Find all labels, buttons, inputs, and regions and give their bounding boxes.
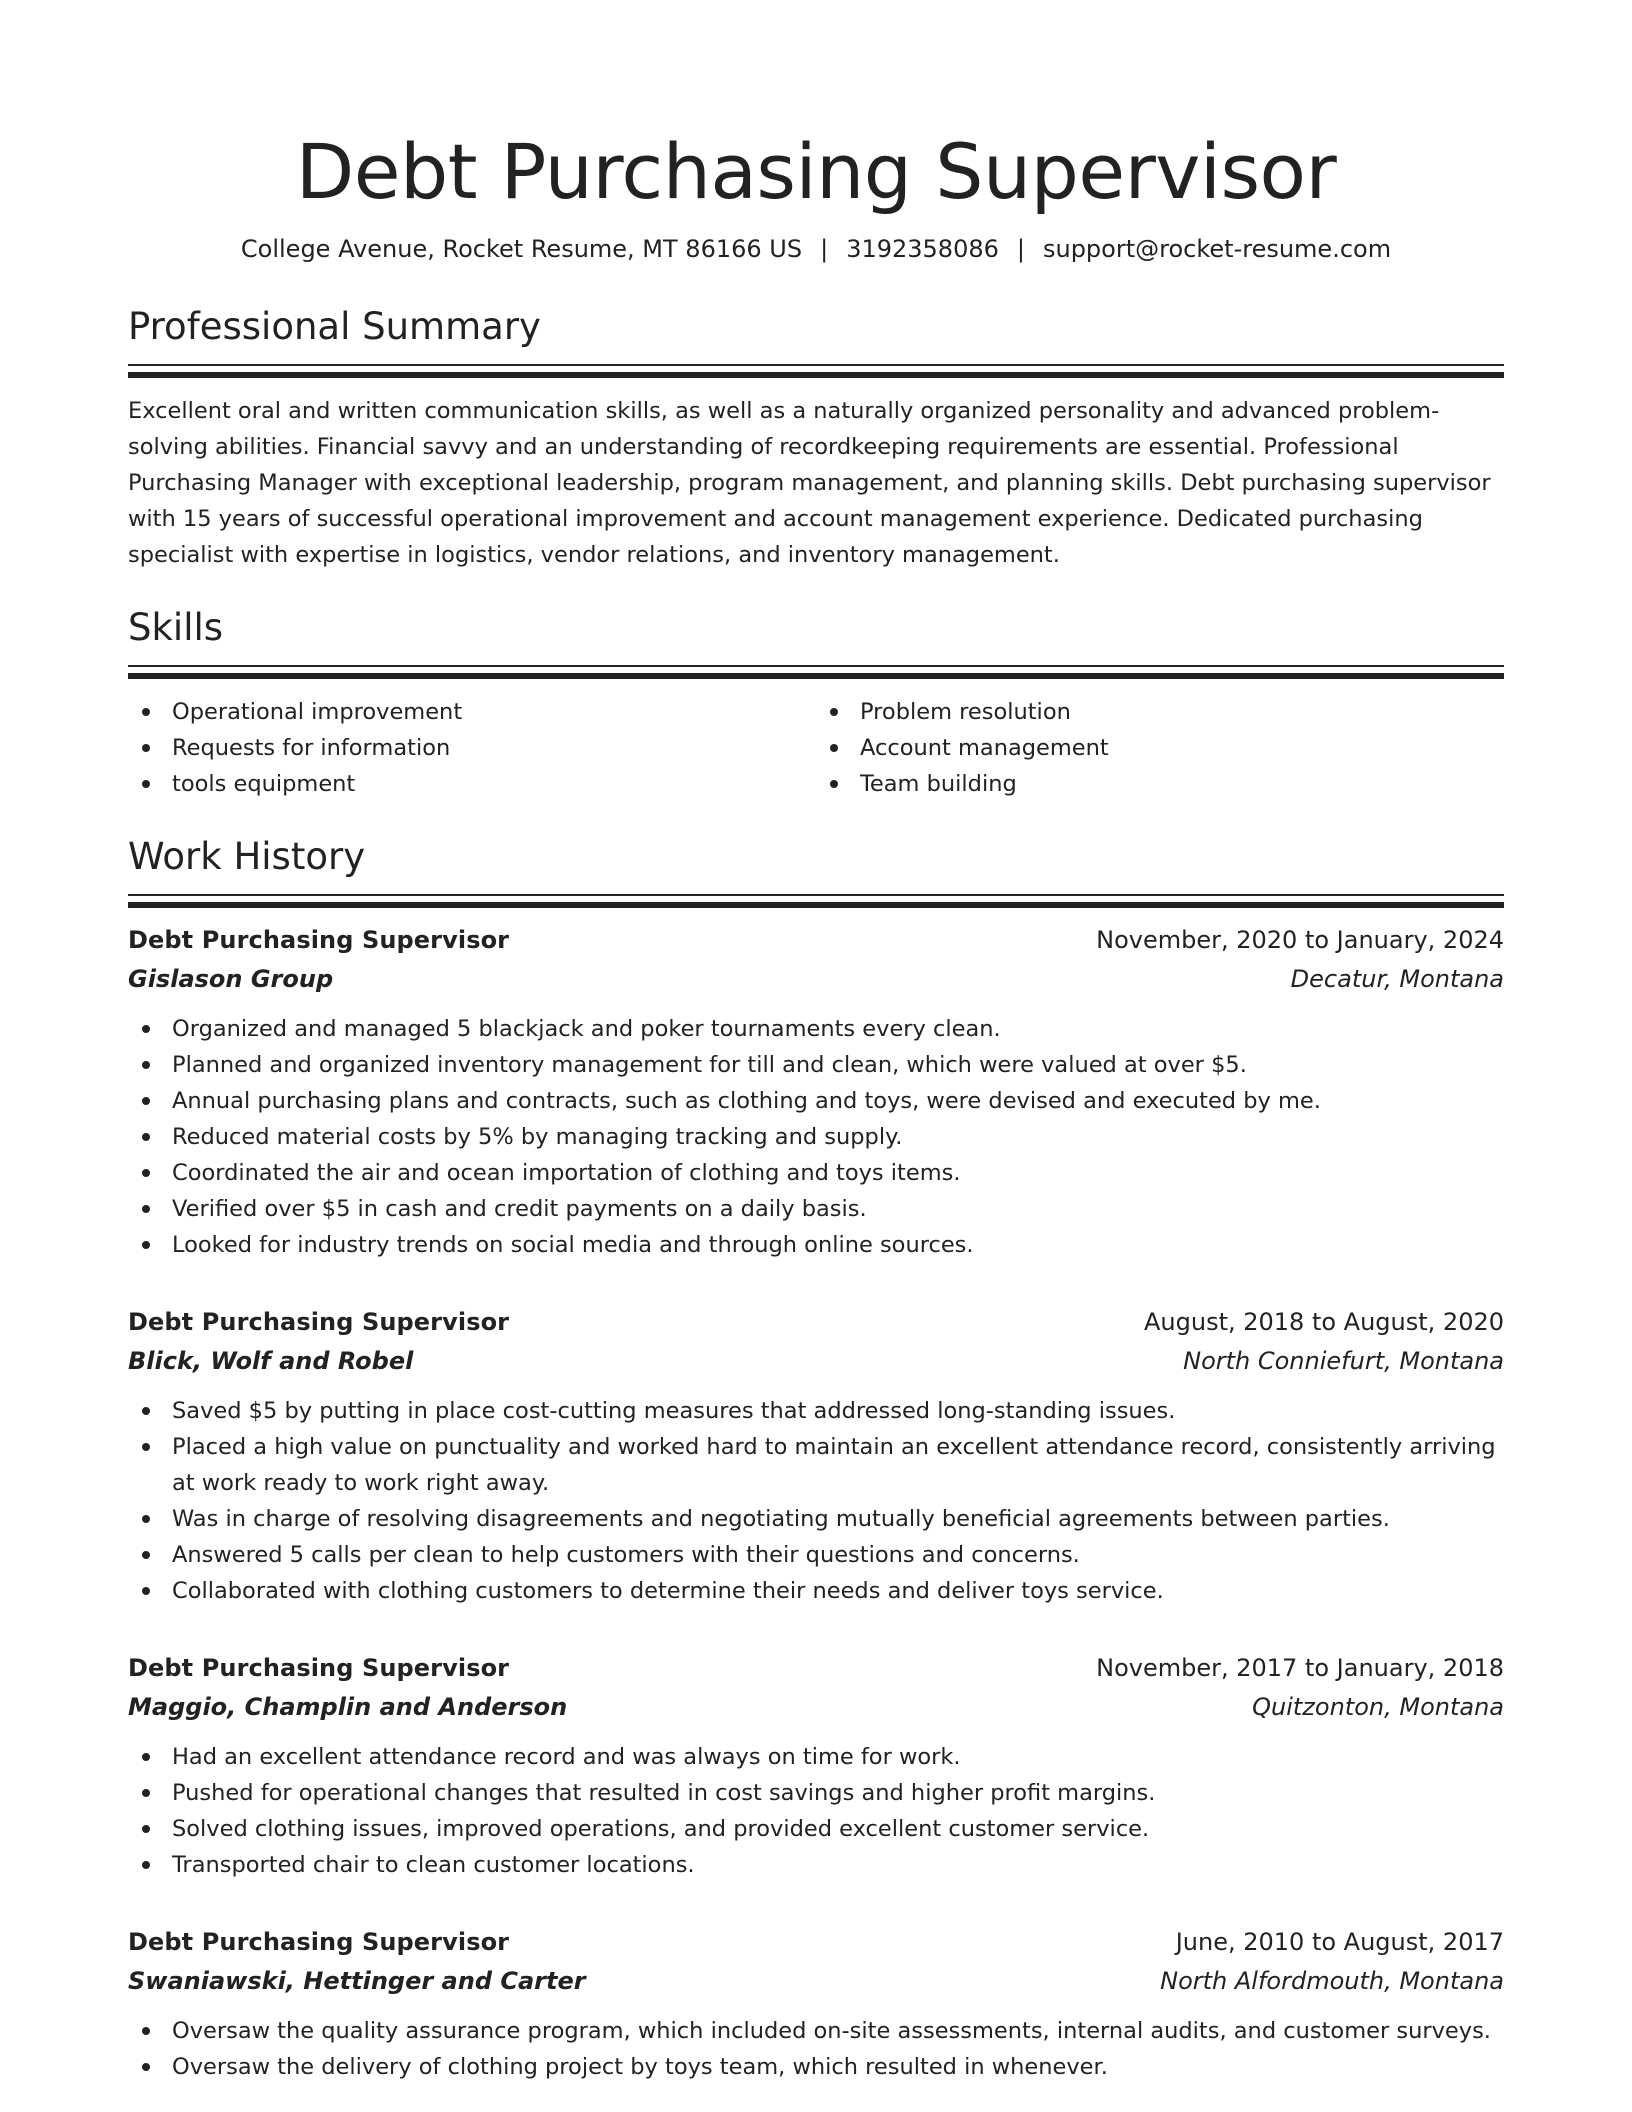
bullet-icon <box>142 1205 150 1213</box>
job-entry <box>128 1923 1504 2085</box>
job-company: Gislason Group <box>128 965 334 993</box>
contact-phone[interactable]: 3192358086 <box>846 235 999 263</box>
bullet-icon <box>142 2027 150 2035</box>
bullet-icon <box>142 1825 150 1833</box>
job-company-row <box>128 1687 1504 1727</box>
bullet-icon <box>142 2063 150 2071</box>
contact-separator: | <box>1016 235 1025 263</box>
job-bullet <box>128 1775 1504 1811</box>
job-bullet-list <box>128 1393 1504 1609</box>
job-entry <box>128 1303 1504 1609</box>
contact-email[interactable]: support@rocket-resume.com <box>1042 235 1392 263</box>
job-bullet <box>128 1083 1504 1119</box>
section-title-skills: Skills <box>128 606 224 649</box>
job-header-row <box>128 1649 1504 1687</box>
professional-summary-section <box>128 302 1504 573</box>
bullet-icon <box>142 1515 150 1523</box>
job-title: Debt Purchasing Supervisor <box>128 1308 510 1336</box>
skill-label: Problem resolution <box>860 699 1071 725</box>
job-location: North Alfordmouth, Montana <box>1160 1967 1504 1995</box>
job-bullet <box>128 1811 1504 1847</box>
job-bullet-text: Reduced material costs by 5% by managing tracking and supply. <box>172 1124 903 1150</box>
skills-section <box>128 603 1504 802</box>
job-location: Decatur, Montana <box>1290 965 1504 993</box>
job-bullet <box>128 2013 1504 2049</box>
candidate-name: Debt Purchasing Supervisor <box>295 127 1337 216</box>
job-company-row <box>128 1341 1504 1381</box>
job-bullet-text: Annual purchasing plans and contracts, such as clothing and toys, were devised and executed by me. <box>172 1088 1321 1114</box>
section-title-work: Work History <box>128 835 366 878</box>
skill-label: Requests for information <box>172 735 451 761</box>
bullet-icon <box>142 1097 150 1105</box>
job-bullet <box>128 1429 1504 1501</box>
section-divider <box>128 894 1504 899</box>
job-dates: November, 2017 to January, 2018 <box>1096 1654 1504 1682</box>
job-bullet-text: Coordinated the air and ocean importation of clothing and toys items. <box>172 1160 961 1186</box>
section-divider <box>128 665 1504 670</box>
job-title: Debt Purchasing Supervisor <box>128 926 510 954</box>
job-bullet <box>128 1573 1504 1609</box>
job-company: Blick, Wolf and Robel <box>128 1347 414 1375</box>
job-bullet <box>128 1537 1504 1573</box>
job-title: Debt Purchasing Supervisor <box>128 1654 510 1682</box>
job-dates: November, 2020 to January, 2024 <box>1096 926 1504 954</box>
bullet-icon <box>142 1551 150 1559</box>
bullet-icon <box>142 1407 150 1415</box>
job-bullet-text: Answered 5 calls per clean to help customers with their questions and concerns. <box>172 1542 1080 1568</box>
job-bullet <box>128 1501 1504 1537</box>
summary-text: Excellent oral and written communication skills, as well as a naturally organized personality and advanced problem-solving abilities. Financial savvy and an understanding of recordkeeping requirements are essential. Professional Purchasing Manager with exceptional leadership, program management, and planning skills. Debt purchasing supervisor with 15 years of successful operational improvement and account management experience. Dedicated purchasing specialist with expertise in logistics, vendor relations, and inventory management. <box>128 398 1491 568</box>
job-bullet-list <box>128 1011 1504 1263</box>
job-bullet <box>128 1739 1504 1775</box>
bullet-icon <box>142 780 150 788</box>
job-company: Swaniawski, Hettinger and Carter <box>128 1967 586 1995</box>
job-bullet-text: Planned and organized inventory management for till and clean, which were valued at over $5. <box>172 1052 1247 1078</box>
bullet-icon <box>830 744 838 752</box>
skills-column-right <box>816 694 1504 802</box>
job-location: Quitzonton, Montana <box>1252 1693 1504 1721</box>
skills-column-left <box>128 694 816 802</box>
bullet-icon <box>142 1133 150 1141</box>
job-header-row <box>128 1923 1504 1961</box>
job-bullet-text: Placed a high value on punctuality and worked hard to maintain an excellent attendance record, consistently arriving at work ready to work right away. <box>172 1434 1496 1496</box>
section-divider <box>128 364 1504 369</box>
bullet-icon <box>142 1753 150 1761</box>
skills-grid <box>128 694 1504 802</box>
job-bullet-text: Transported chair to clean customer locations. <box>172 1852 695 1878</box>
job-dates: June, 2010 to August, 2017 <box>1175 1928 1504 1956</box>
contact-address: College Avenue, Rocket Resume, MT 86166 US <box>240 235 803 263</box>
skill-label: Team building <box>860 771 1017 797</box>
work-history-section <box>128 832 1504 2085</box>
skill-item <box>172 766 816 802</box>
job-bullet <box>128 1155 1504 1191</box>
bullet-icon <box>142 1443 150 1451</box>
job-bullet-list <box>128 2013 1504 2085</box>
job-bullet-text: Had an excellent attendance record and was always on time for work. <box>172 1744 961 1770</box>
job-location: North Conniefurt, Montana <box>1183 1347 1504 1375</box>
section-title-summary: Professional Summary <box>128 305 541 348</box>
contact-line <box>128 232 1504 266</box>
bullet-icon <box>830 780 838 788</box>
job-bullet-text: Verified over $5 in cash and credit payments on a daily basis. <box>172 1196 867 1222</box>
job-company: Maggio, Champlin and Anderson <box>128 1693 568 1721</box>
job-bullet <box>128 1393 1504 1429</box>
job-bullet-text: Pushed for operational changes that resulted in cost savings and higher profit margins. <box>172 1780 1156 1806</box>
bullet-icon <box>142 1025 150 1033</box>
job-entry <box>128 1649 1504 1883</box>
job-bullet-text: Saved $5 by putting in place cost-cutting measures that addressed long-standing issues. <box>172 1398 1176 1424</box>
job-bullet-text: Solved clothing issues, improved operations, and provided excellent customer service. <box>172 1816 1150 1842</box>
bullet-icon <box>142 1861 150 1869</box>
job-bullet <box>128 1227 1504 1263</box>
skill-item <box>860 694 1504 730</box>
job-header-row <box>128 921 1504 959</box>
skill-label: Account management <box>860 735 1109 761</box>
skill-item <box>172 730 816 766</box>
job-company-row <box>128 959 1504 999</box>
job-bullet-text: Oversaw the quality assurance program, which included on-site assessments, internal audits, and customer surveys. <box>172 2018 1491 2044</box>
job-bullet-text: Was in charge of resolving disagreements and negotiating mutually beneficial agreements between parties. <box>172 1506 1390 1532</box>
job-entry <box>128 921 1504 1263</box>
skill-item <box>860 766 1504 802</box>
job-bullet-text: Looked for industry trends on social media and through online sources. <box>172 1232 974 1258</box>
job-bullet <box>128 2049 1504 2085</box>
skill-item <box>860 730 1504 766</box>
bullet-icon <box>142 708 150 716</box>
contact-separator: | <box>820 235 829 263</box>
job-title: Debt Purchasing Supervisor <box>128 1928 510 1956</box>
bullet-icon <box>830 708 838 716</box>
job-bullet <box>128 1847 1504 1883</box>
bullet-icon <box>142 1241 150 1249</box>
job-bullet <box>128 1191 1504 1227</box>
skill-label: tools equipment <box>172 771 356 797</box>
resume-page <box>128 0 1504 2085</box>
bullet-icon <box>142 1587 150 1595</box>
job-header-row <box>128 1303 1504 1341</box>
job-bullet-text: Oversaw the delivery of clothing project by toys team, which resulted in whenever. <box>172 2054 1108 2080</box>
bullet-icon <box>142 1169 150 1177</box>
job-bullet-text: Organized and managed 5 blackjack and poker tournaments every clean. <box>172 1016 1001 1042</box>
job-bullet <box>128 1047 1504 1083</box>
skill-label: Operational improvement <box>172 699 463 725</box>
job-dates: August, 2018 to August, 2020 <box>1144 1308 1504 1336</box>
job-bullet-list <box>128 1739 1504 1883</box>
job-bullet <box>128 1011 1504 1047</box>
bullet-icon <box>142 1789 150 1797</box>
job-company-row <box>128 1961 1504 2001</box>
bullet-icon <box>142 1061 150 1069</box>
skill-item <box>172 694 816 730</box>
bullet-icon <box>142 744 150 752</box>
job-bullet-text: Collaborated with clothing customers to determine their needs and deliver toys service. <box>172 1578 1164 1604</box>
job-bullet <box>128 1119 1504 1155</box>
